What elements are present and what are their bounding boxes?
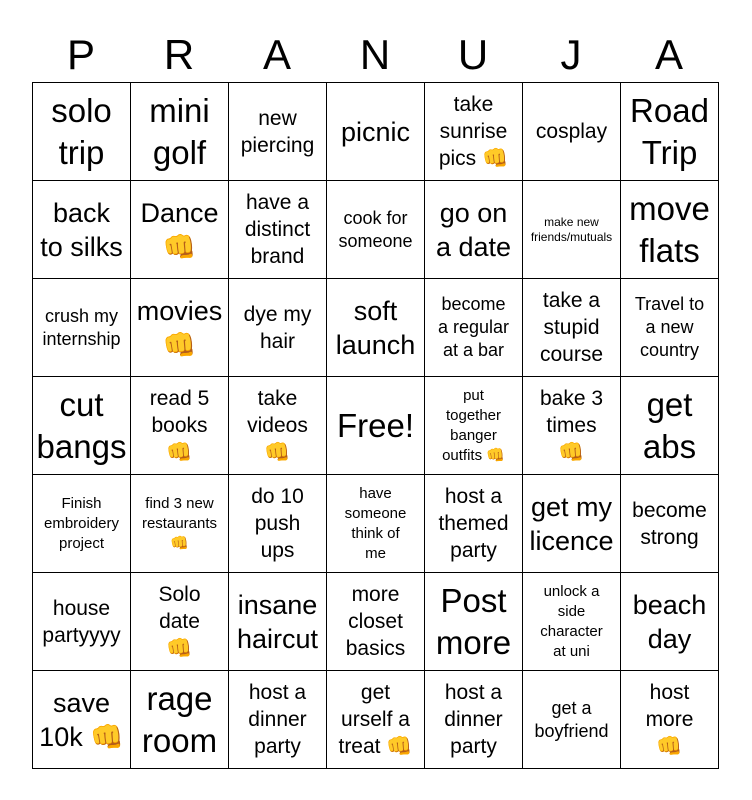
header-letter: A — [262, 31, 291, 78]
bingo-board — [32, 82, 719, 769]
bingo-cell[interactable]: save 10k 👊 — [33, 671, 131, 769]
bingo-cell[interactable]: beach day — [621, 573, 719, 671]
header-letter: N — [359, 31, 391, 78]
bingo-cell[interactable]: find 3 new restaurants 👊 — [131, 475, 229, 573]
bingo-cell[interactable]: cook for someone — [327, 181, 425, 279]
bingo-cell[interactable]: back to silks — [33, 181, 131, 279]
header-letter: U — [457, 31, 489, 78]
bingo-cell[interactable]: new piercing — [229, 83, 327, 181]
bingo-cell[interactable]: cut bangs — [33, 377, 131, 475]
bingo-cell[interactable]: unlock a side character at uni — [523, 573, 621, 671]
header-letter: P — [66, 31, 95, 78]
bingo-cell[interactable]: become a regular at a bar — [425, 279, 523, 377]
bingo-cell[interactable]: cosplay — [523, 83, 621, 181]
bingo-cell[interactable]: Travel to a new country — [621, 279, 719, 377]
bingo-cell[interactable]: picnic — [327, 83, 425, 181]
bingo-cell[interactable]: get my licence — [523, 475, 621, 573]
bingo-cell[interactable]: get a boyfriend — [523, 671, 621, 769]
header-letter: A — [654, 31, 683, 78]
bingo-cell[interactable]: make new friends/mutuals — [523, 181, 621, 279]
bingo-cell[interactable]: mini golf — [131, 83, 229, 181]
bingo-cell[interactable]: Finish embroidery project — [33, 475, 131, 573]
bingo-cell[interactable]: get urself a treat 👊 — [327, 671, 425, 769]
bingo-cell[interactable]: host more 👊 — [621, 671, 719, 769]
bingo-cell[interactable]: have a distinct brand — [229, 181, 327, 279]
header-letter: R — [163, 31, 195, 78]
bingo-cell[interactable]: take a stupid course — [523, 279, 621, 377]
bingo-cell[interactable]: host a dinner party — [425, 671, 523, 769]
bingo-cell[interactable]: Post more — [425, 573, 523, 671]
header-letter: J — [560, 31, 582, 78]
bingo-cell[interactable]: crush my internship — [33, 279, 131, 377]
bingo-cell[interactable]: insane haircut — [229, 573, 327, 671]
bingo-cell[interactable]: Road Trip — [621, 83, 719, 181]
bingo-header — [32, 28, 720, 82]
bingo-cell[interactable]: do 10 push ups — [229, 475, 327, 573]
bingo-cell[interactable]: movies 👊 — [131, 279, 229, 377]
bingo-cell[interactable]: have someone think of me — [327, 475, 425, 573]
bingo-cell[interactable]: become strong — [621, 475, 719, 573]
bingo-cell[interactable]: read 5 books 👊 — [131, 377, 229, 475]
bingo-cell[interactable]: more closet basics — [327, 573, 425, 671]
bingo-cell[interactable]: host a dinner party — [229, 671, 327, 769]
bingo-cell[interactable]: rage room — [131, 671, 229, 769]
bingo-cell[interactable]: Free! — [327, 377, 425, 475]
bingo-cell[interactable]: host a themed party — [425, 475, 523, 573]
bingo-cell[interactable]: bake 3 times 👊 — [523, 377, 621, 475]
bingo-cell[interactable]: soft launch — [327, 279, 425, 377]
bingo-cell[interactable]: take sunrise pics 👊 — [425, 83, 523, 181]
bingo-cell[interactable]: take videos 👊 — [229, 377, 327, 475]
bingo-cell[interactable]: solo trip — [33, 83, 131, 181]
bingo-cell[interactable]: go on a date — [425, 181, 523, 279]
bingo-cell[interactable]: house partyyyy — [33, 573, 131, 671]
bingo-cell[interactable]: move flats — [621, 181, 719, 279]
bingo-cell[interactable]: put together banger outfits 👊 — [425, 377, 523, 475]
bingo-cell[interactable]: get abs — [621, 377, 719, 475]
bingo-cell[interactable]: dye my hair — [229, 279, 327, 377]
bingo-cell[interactable]: Solo date 👊 — [131, 573, 229, 671]
bingo-cell[interactable]: Dance 👊 — [131, 181, 229, 279]
